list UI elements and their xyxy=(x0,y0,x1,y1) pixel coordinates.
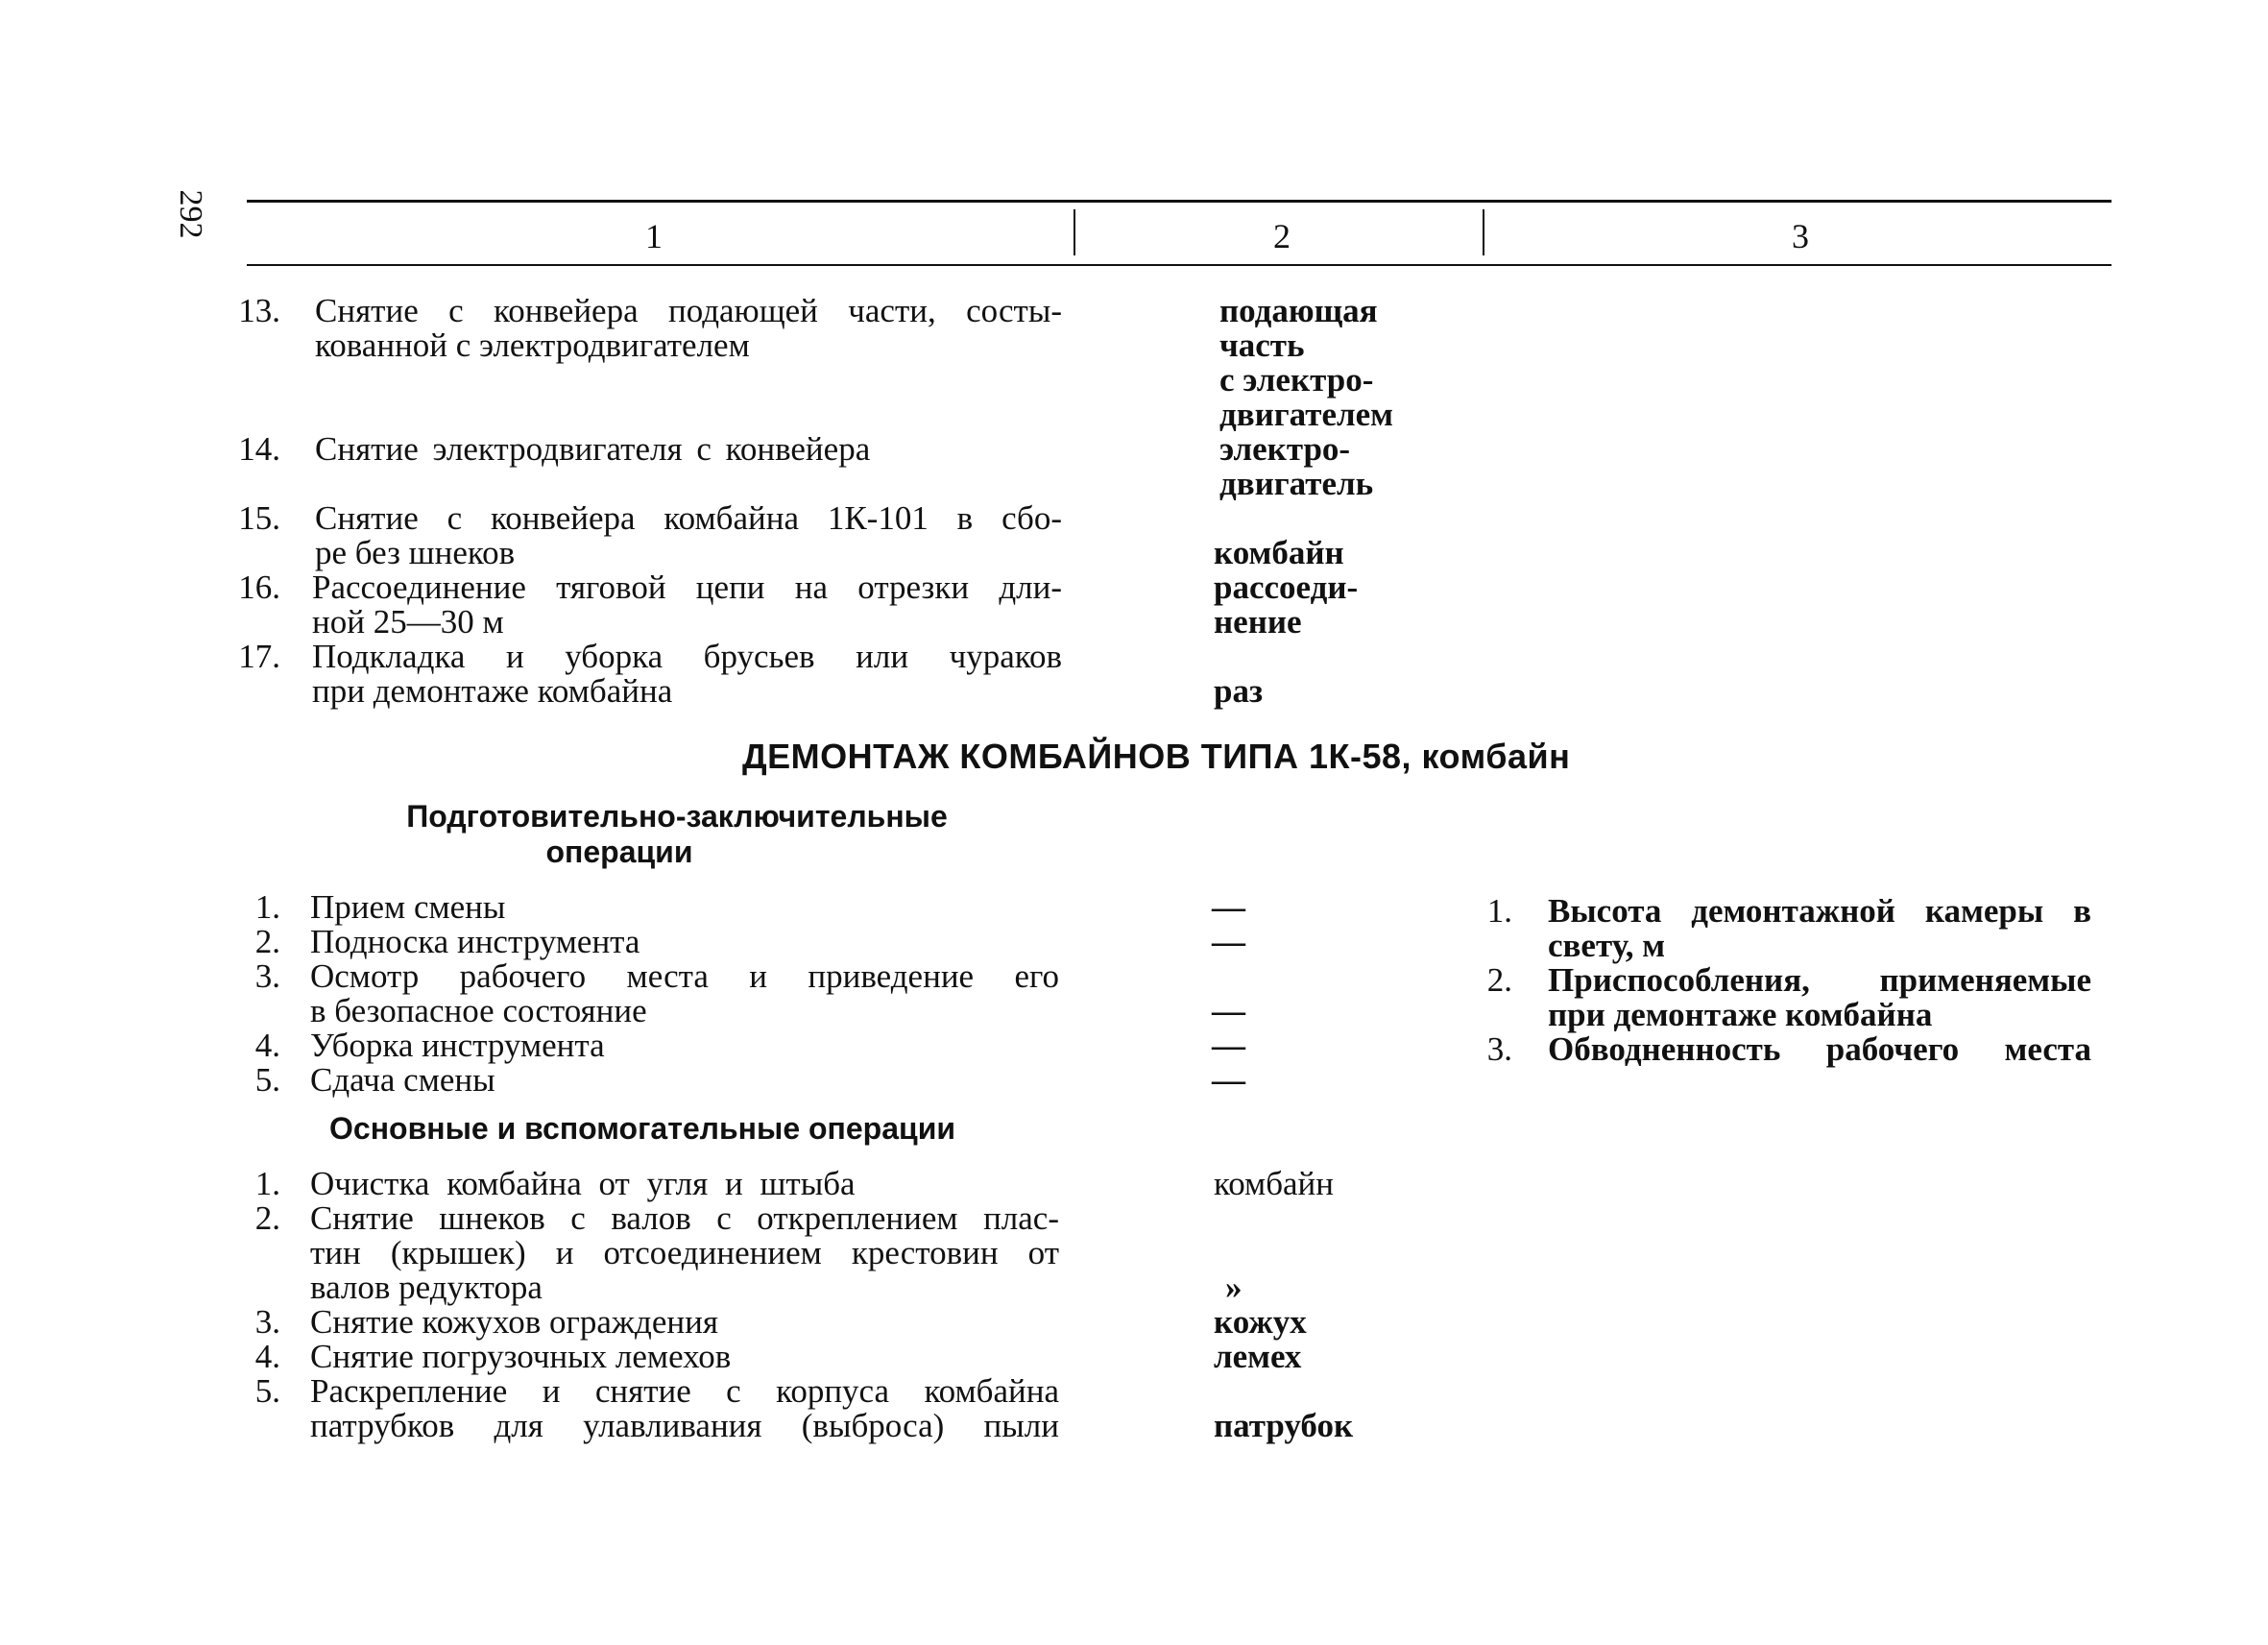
dash-mark: — xyxy=(1212,1027,1245,1064)
row-text: ре без шнеков xyxy=(315,534,516,571)
row-text: Очистка комбайна от угля и штыба xyxy=(310,1165,856,1202)
row-number: 14. xyxy=(238,430,280,468)
condition-number: 2. xyxy=(1486,961,1512,999)
header-top-rule xyxy=(247,200,2111,203)
header-divider-2 xyxy=(1483,209,1484,255)
dash-mark: — xyxy=(1212,1061,1245,1099)
condition-text: Обводненность рабочего места xyxy=(1548,1030,2091,1068)
unit-text: лемех xyxy=(1214,1338,1302,1375)
dash-mark: — xyxy=(1212,992,1245,1029)
unit-text: с электро- xyxy=(1219,361,1374,399)
row-number: 4. xyxy=(254,1027,280,1064)
unit-text: кожух xyxy=(1214,1303,1307,1341)
unit-text: подающая xyxy=(1219,292,1378,329)
row-text: тин (крышек) и отсоединением крестовин от xyxy=(310,1234,1059,1271)
main-heading: Основные и вспомогательные операции xyxy=(329,1111,956,1146)
unit-text: нение xyxy=(1214,603,1302,641)
condition-number: 1. xyxy=(1486,892,1512,930)
row-text: Снятие погрузочных лемехов xyxy=(310,1338,732,1375)
prep-heading-line: Подготовительно-заключительные xyxy=(406,799,948,834)
row-text: Снятие электродвигателя с конвейера xyxy=(315,430,871,468)
unit-text: двигателем xyxy=(1219,396,1393,433)
dash-mark: — xyxy=(1212,888,1245,926)
row-text: Снятие с конвейера комбайна 1К-101 в сбо- xyxy=(315,499,1062,537)
row-text: в безопасное состояние xyxy=(310,992,647,1029)
unit-text: электро- xyxy=(1219,430,1351,468)
dash-mark: — xyxy=(1212,923,1245,960)
row-text: кованной с электродвигателем xyxy=(315,327,750,364)
page-number: 292 xyxy=(173,189,208,239)
row-number: 2. xyxy=(254,923,280,960)
row-text: Сдача смены xyxy=(310,1061,495,1099)
row-number: 3. xyxy=(254,957,280,995)
row-number: 13. xyxy=(238,292,280,329)
row-text: Снятие кожухов ограждения xyxy=(310,1303,718,1341)
row-number: 16. xyxy=(238,568,280,606)
row-number: 2. xyxy=(254,1199,280,1237)
row-text: Снятие с конвейера подающей части, состы- xyxy=(315,292,1062,329)
row-number: 4. xyxy=(254,1338,280,1375)
prep-heading-line: операции xyxy=(545,835,693,869)
row-text: Снятие шнеков с валов с откреплением плас- xyxy=(310,1199,1059,1237)
row-text: при демонтаже комбайна xyxy=(312,672,673,710)
header-bottom-rule xyxy=(247,264,2111,266)
column-header-2: 2 xyxy=(1273,217,1291,255)
unit-text xyxy=(1214,640,1263,674)
prep-heading xyxy=(317,799,1037,870)
row-text: Прием смены xyxy=(310,888,506,926)
column-header-3: 3 xyxy=(1792,217,1809,255)
row-text: Раскрепление и снятие с корпуса комбайна xyxy=(310,1372,1059,1410)
row-text: Подноска инструмента xyxy=(310,923,640,960)
unit-text xyxy=(1214,501,1344,536)
condition-number: 3. xyxy=(1486,1030,1512,1068)
unit-text: раз xyxy=(1214,672,1264,710)
row-text: Уборка инструмента xyxy=(310,1027,605,1064)
condition-text: Высота демонтажной камеры в xyxy=(1548,892,2091,930)
condition-text: при демонтаже комбайна xyxy=(1548,996,1933,1033)
row-text: ной 25—30 м xyxy=(312,603,504,641)
row-number: 1. xyxy=(254,1165,280,1202)
section-title: ДЕМОНТАЖ КОМБАЙНОВ ТИПА 1К-58, комбайн xyxy=(742,737,1571,776)
ditto-mark: » xyxy=(1225,1269,1243,1306)
row-number: 5. xyxy=(254,1061,280,1099)
unit-text: патрубок xyxy=(1214,1407,1354,1444)
unit-text: комбайн xyxy=(1214,1165,1335,1202)
row-text: Осмотр рабочего места и приведение его xyxy=(310,957,1059,995)
unit-text: часть xyxy=(1219,327,1305,364)
condition-text: свету, м xyxy=(1548,927,1666,964)
row-text: патрубков для улавливания (выброса) пыли xyxy=(310,1407,1059,1444)
unit-text: комбайн xyxy=(1214,534,1344,571)
row-number: 5. xyxy=(254,1372,280,1410)
row-text: Рассоединение тяговой цепи на отрезки дли- xyxy=(312,568,1062,606)
unit-text: двигатель xyxy=(1219,465,1374,502)
row-number: 1. xyxy=(254,888,280,926)
row-text: валов редуктора xyxy=(310,1269,543,1306)
row-number: 15. xyxy=(238,499,280,537)
unit-text: рассоеди- xyxy=(1214,568,1359,606)
row-text: Подкладка и уборка брусьев или чураков xyxy=(312,638,1062,675)
column-header-1: 1 xyxy=(645,217,663,255)
condition-text: Приспособления, применяемые xyxy=(1548,961,2091,999)
header-divider-1 xyxy=(1074,209,1075,255)
row-number: 17. xyxy=(238,638,280,675)
row-number: 3. xyxy=(254,1303,280,1341)
